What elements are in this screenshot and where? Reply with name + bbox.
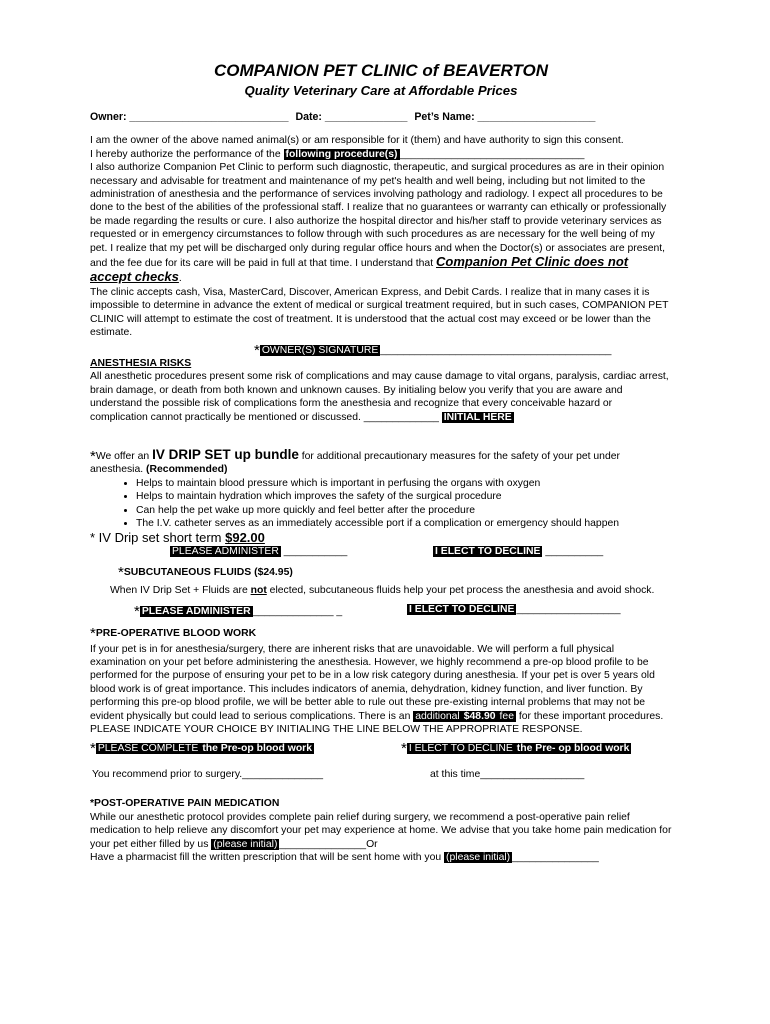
decline-label-bold: the Pre- op blood work	[516, 743, 630, 755]
consent-paragraph-4: The clinic accepts cash, Visa, MasterCard, Discover, American Express, and Debit Cards. I realize that in many cases it is impossible to determine in advance the extent of medical or surgical treatment required, but in such cases, COMPANION PET CLINIC will attempt to estimate the cost of treatment. It is understood that the actual cost may exceed or be lower than the estimate.	[90, 286, 669, 339]
asterisk: *	[90, 625, 96, 643]
decline-label: I ELECT TO DECLINE	[435, 546, 541, 558]
preop-text	[90, 643, 672, 737]
fluids-decline-option[interactable]	[407, 603, 621, 616]
postop-pharmacist	[90, 851, 672, 864]
decline-label: I ELECT TO DECLINE	[409, 604, 515, 616]
preop-text-b: for these important procedures. PLEASE INDICATE YOUR CHOICE BY INITIALING THE LINE BELOW THE APPROPRIATE RESPONSE.	[90, 710, 664, 736]
consent-form	[90, 60, 672, 864]
recommended-label: (Recommended)	[146, 464, 228, 476]
consent-paragraph-3: I also authorize Companion Pet Clinic to perform such diagnostic, therapeutic, and surgical procedures as are in their opinion necessary and advisable for treatment and maintenance of my pet's health and well being, including but not limited to the administration of anesthesia and the performance of services involving pathology and radiology. I expect all procedures to be done to the best of the abilities of the professional staff. I realize that no guarantees or warranty can ethically or professionally be made regarding the results or cure. I also authorize the hospital director and his/her staff to provide veterinary services as requested or in emergency circumstances to follow through with such procedures as are necessary for the well being of my pet. I realize that my pet will be discharged only during regular office hours and when the Doctor(s) or associates are present, and the fee due for its care will be paid in full at that time. I understand that Companion Pet Clinic does not accept checks.	[90, 162, 667, 285]
iv-choice-row	[90, 545, 672, 560]
fluids-text-a: When IV Drip Set + Fluids are	[110, 584, 248, 596]
consent-text: I hereby authorize the performance of the	[90, 148, 281, 160]
administer-line[interactable]: ______________ _	[252, 606, 343, 618]
iv-benefits-list	[90, 477, 672, 531]
postop-text-a: While our anesthetic protocol provides complete pain relief during surgery, we recommend a post-operative pain relief medication to help relieve any discomfort your pet may experience at home. We advise that you take home pain medication for your pet either filled by us	[90, 811, 672, 850]
iv-price: $92.00	[225, 530, 265, 546]
fluids-text-b: elected, subcutaneous fluids help your pet process the anesthesia and avoid shock.	[269, 584, 655, 596]
iv-administer-option[interactable]	[170, 545, 347, 558]
procedure-line[interactable]: ________________________________	[399, 148, 585, 160]
fluids-choice-row	[90, 601, 672, 623]
iv-bundle-title: IV DRIP SET up bundle	[152, 446, 299, 462]
preop-choice-row	[90, 738, 672, 760]
preop-complete-option[interactable]	[90, 740, 314, 758]
preop-text-a: If your pet is in for anesthesia/surgery, there are inherent risks that are unavoidable. We will perform a full physical examination on your pet before administering the anesthesia. However, we highly recommend a pre-op blood profile to be performed for the purpose of ensuring your pet to be in a low risk category during anesthesia. If your pet is over 5 years old blood work is of great importance. This includes indicators of anemia, dehydration, kidney function, and liver function. By performing this pre-op blood profile, we will be better able to rule out these pre-existing internal problems that may not be evident physically but could lead to serious complications. There is an	[90, 643, 655, 722]
preop-at-time-line[interactable]: at this time__________________	[430, 769, 585, 781]
decline-line[interactable]: __________________	[516, 604, 621, 616]
preop-recommend-line[interactable]: You recommend prior to surgery.______________	[92, 769, 324, 781]
fee-highlight: fee	[499, 710, 514, 722]
anesthesia-text	[90, 370, 672, 424]
list-item: • Helps to maintain blood pressure which is important in perfusing the organs with oxygen	[136, 477, 672, 490]
administer-line[interactable]: ___________	[283, 546, 348, 558]
administer-label: PLEASE ADMINISTER	[141, 606, 251, 618]
no-checks-notice: Companion Pet Clinic does not accept checks	[90, 254, 629, 285]
fluids-heading: SUBCUTANEOUS FLUIDS ($24.95)	[123, 567, 293, 579]
complete-label: PLEASE COMPLETE	[97, 743, 199, 755]
list-item: • The I.V. catheter serves as an immediately accessible port if a complication or emergency should happen	[136, 517, 672, 530]
complete-label-bold: the Pre-op blood work	[202, 743, 313, 755]
asterisk: *	[118, 564, 124, 582]
consent-paragraph-2	[90, 148, 672, 161]
anesthesia-heading: ANESTHESIA RISKS	[90, 357, 192, 369]
date-field[interactable]: Date: ______________	[295, 111, 408, 123]
pet-name-field[interactable]: Pet’s Name: ____________________	[414, 111, 596, 123]
iv-intro-text-2: for additional precautionary measures for the safety of your pet under anesthesia.	[90, 450, 620, 476]
preop-heading-row	[90, 625, 672, 643]
info-fields	[90, 111, 672, 124]
iv-intro	[90, 448, 672, 477]
owner-field[interactable]: Owner: ___________________________	[90, 111, 289, 123]
procedure-highlight: following procedure(s)	[285, 148, 398, 160]
asterisk: *	[134, 603, 140, 621]
fluids-text	[90, 584, 672, 597]
iv-decline-option[interactable]	[433, 545, 603, 558]
clinic-subtitle: Quality Veterinary Care at Affordable Prices	[244, 83, 518, 98]
preop-fee: $48.90	[463, 710, 496, 722]
consent-paragraph-1: I am the owner of the above named animal(s) or am responsible for it (them) and have authority to sign this consent.	[90, 135, 624, 147]
initial-highlight: (please initial)	[213, 838, 278, 850]
postop-line-1[interactable]: _______________Or	[279, 838, 378, 850]
list-item: • Helps to maintain hydration which improves the safety of the surgical procedure	[136, 490, 672, 503]
iv-short-term-label: * IV Drip set short term	[90, 530, 222, 546]
clinic-title: COMPANION PET CLINIC of BEAVERTON	[213, 61, 549, 80]
list-item: • Can help the pet wake up more quickly and feel better after the procedure	[136, 504, 672, 517]
administer-label: PLEASE ADMINISTER	[172, 546, 279, 558]
fluids-not: not	[250, 584, 267, 596]
asterisk: *	[90, 447, 96, 465]
preop-decline-option[interactable]	[401, 740, 631, 758]
signature-row	[90, 342, 672, 357]
initial-highlight: (please initial)	[446, 852, 511, 864]
consent-text: I also authorize Companion Pet Clinic to perform such diagnostic, therapeutic, and surgical procedures as are in their opinion necessary and advisable for treatment and maintenance of my pet's health and well being, including but not limited to the administration of anesthesia and the performance of services involving pathology and radiology. I expect all procedures to be done to the best of the abilities of the professional staff. I realize that no guarantees or warranty can ethically or professionally be made regarding the results or cure. I also authorize the hospital director and his/her staff to provide veterinary services as requested or in emergency circumstances to follow through with such procedures as are necessary for the well being of my pet. I realize that my pet will be discharged only during regular office hours and when the Doctor(s) or associates are present, and the fee due for its care will be paid in full at that time. I understand that	[90, 162, 667, 270]
asterisk: *	[254, 341, 260, 359]
postop-text	[90, 811, 672, 851]
decline-line[interactable]: __________	[545, 546, 604, 558]
iv-intro-text: We offer an	[95, 450, 150, 462]
postop-heading: *POST-OPERATIVE PAIN MEDICATION	[90, 798, 280, 810]
postop-text-b: Have a pharmacist fill the written prescription that will be sent home with you	[90, 852, 442, 864]
signature-label: OWNER(S) SIGNATURE	[261, 344, 379, 356]
signature-line[interactable]: ________________________________________	[380, 344, 612, 356]
postop-line-2[interactable]: _______________	[512, 852, 599, 864]
fluids-administer-option[interactable]	[134, 603, 343, 621]
additional-highlight: additional	[415, 710, 460, 722]
decline-label: I ELECT TO DECLINE	[408, 743, 513, 755]
preop-heading: PRE-OPERATIVE BLOOD WORK	[95, 628, 257, 640]
fluids-heading-row	[90, 564, 672, 582]
asterisk: *	[401, 740, 407, 758]
initial-here-label: INITIAL HERE	[443, 411, 512, 423]
asterisk: *	[90, 740, 96, 758]
iv-short-term	[90, 530, 672, 545]
preop-lines-row	[90, 768, 672, 782]
anesthesia-body[interactable]: All anesthetic procedures present some risk of complications and may cause damage to vital organs, paralysis, cardiac arrest, brain damage, or death from both known and unknown causes. By initialing below you verify that you are aware and understand the possible risk of complications form the anesthesia and recognize that every conceivable hazard or complication cannot practically be mentioned or discussed. _____________	[90, 371, 669, 423]
